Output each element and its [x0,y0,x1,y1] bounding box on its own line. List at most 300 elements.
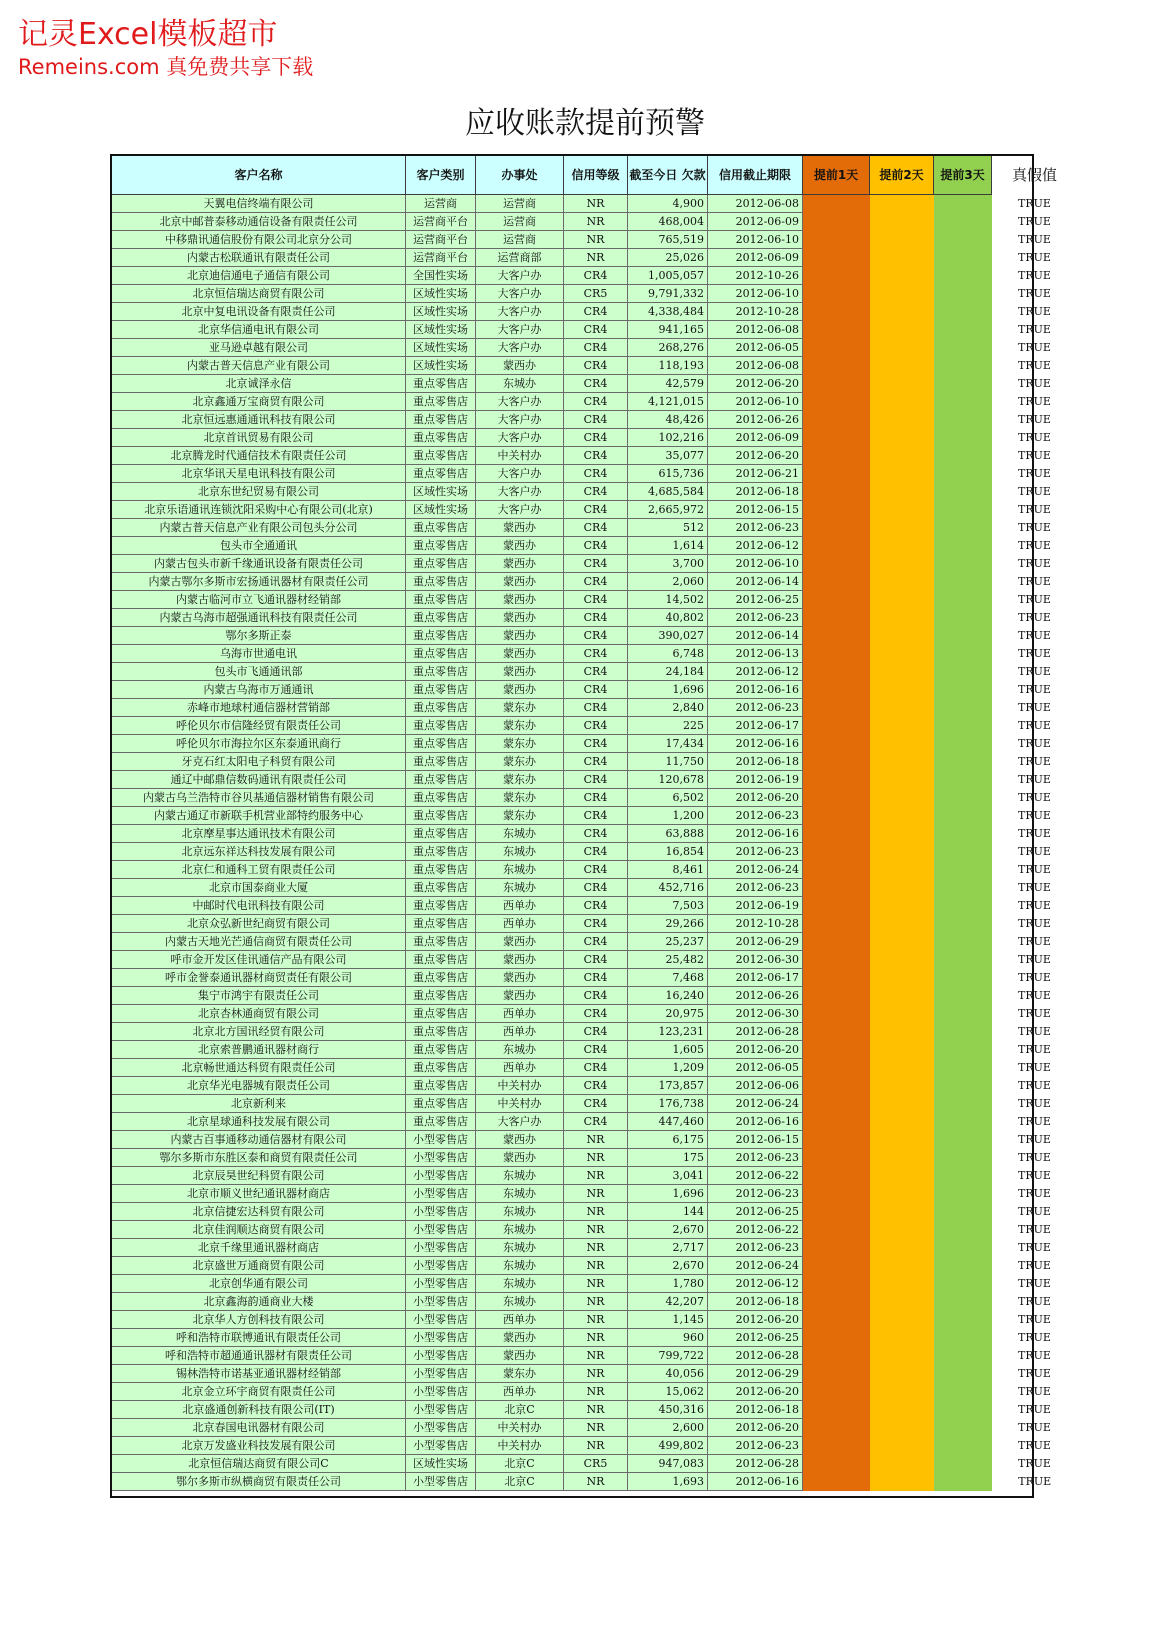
cell-early-1[interactable] [803,1275,870,1293]
cell-customer-name[interactable]: 北京摩星事达通讯技术有限公司 [112,825,406,843]
cell-truth-value[interactable]: TRUE [992,1365,1068,1383]
cell-customer-name[interactable]: 鄂尔多斯市东胜区泰和商贸有限责任公司 [112,1149,406,1167]
cell-truth-value[interactable]: TRUE [992,825,1068,843]
cell-credit-level[interactable]: CR5 [564,1455,628,1473]
cell-customer-name[interactable]: 北京春国电讯器材有限公司 [112,1419,406,1437]
cell-customer-name[interactable]: 呼和浩特市超通通讯器材有限责任公司 [112,1347,406,1365]
cell-truth-value[interactable]: TRUE [992,411,1068,429]
cell-early-2[interactable] [870,375,934,393]
cell-early-2[interactable] [870,519,934,537]
cell-truth-value[interactable]: TRUE [992,519,1068,537]
cell-truth-value[interactable]: TRUE [992,285,1068,303]
cell-amount[interactable]: 2,670 [628,1221,708,1239]
cell-early-3[interactable] [934,663,992,681]
cell-truth-value[interactable]: TRUE [992,1221,1068,1239]
cell-deadline[interactable]: 2012-06-23 [708,1149,803,1167]
cell-office[interactable]: 蒙西办 [476,609,564,627]
cell-office[interactable]: 运营商部 [476,249,564,267]
cell-office[interactable]: 蒙东办 [476,771,564,789]
cell-early-3[interactable] [934,1131,992,1149]
cell-early-3[interactable] [934,483,992,501]
cell-truth-value[interactable]: TRUE [992,645,1068,663]
cell-amount[interactable]: 4,121,015 [628,393,708,411]
cell-early-3[interactable] [934,681,992,699]
cell-early-3[interactable] [934,195,992,213]
cell-deadline[interactable]: 2012-06-12 [708,537,803,555]
cell-truth-value[interactable]: TRUE [992,897,1068,915]
cell-early-2[interactable] [870,1023,934,1041]
cell-customer-type[interactable]: 重点零售店 [406,447,476,465]
cell-truth-value[interactable]: TRUE [992,663,1068,681]
cell-early-3[interactable] [934,1473,992,1491]
cell-early-2[interactable] [870,753,934,771]
cell-truth-value[interactable]: TRUE [992,213,1068,231]
cell-amount[interactable]: 24,184 [628,663,708,681]
cell-early-2[interactable] [870,717,934,735]
cell-early-2[interactable] [870,537,934,555]
cell-truth-value[interactable]: TRUE [992,1167,1068,1185]
cell-deadline[interactable]: 2012-06-15 [708,501,803,519]
cell-amount[interactable]: 102,216 [628,429,708,447]
cell-office[interactable]: 中关村办 [476,1419,564,1437]
cell-office[interactable]: 运营商 [476,195,564,213]
cell-early-3[interactable] [934,411,992,429]
cell-amount[interactable]: 3,041 [628,1167,708,1185]
cell-customer-name[interactable]: 包头市飞通通讯部 [112,663,406,681]
cell-early-1[interactable] [803,1419,870,1437]
cell-customer-name[interactable]: 天翼电信终端有限公司 [112,195,406,213]
cell-customer-type[interactable]: 运营商平台 [406,249,476,267]
cell-early-1[interactable] [803,609,870,627]
cell-early-1[interactable] [803,825,870,843]
cell-office[interactable]: 东城办 [476,1185,564,1203]
cell-credit-level[interactable]: NR [564,1383,628,1401]
cell-truth-value[interactable]: TRUE [992,483,1068,501]
cell-customer-type[interactable]: 重点零售店 [406,915,476,933]
cell-early-2[interactable] [870,969,934,987]
cell-truth-value[interactable]: TRUE [992,1185,1068,1203]
cell-early-2[interactable] [870,1149,934,1167]
cell-customer-name[interactable]: 北京万发盛业科技发展有限公司 [112,1437,406,1455]
col-header-amount[interactable]: 截至今日 欠款 [628,156,708,195]
cell-customer-name[interactable]: 北京金立环宇商贸有限责任公司 [112,1383,406,1401]
cell-truth-value[interactable]: TRUE [992,861,1068,879]
cell-truth-value[interactable]: TRUE [992,573,1068,591]
cell-credit-level[interactable]: CR4 [564,573,628,591]
cell-early-1[interactable] [803,1455,870,1473]
cell-deadline[interactable]: 2012-06-18 [708,1293,803,1311]
cell-credit-level[interactable]: CR4 [564,915,628,933]
cell-early-2[interactable] [870,1221,934,1239]
cell-early-2[interactable] [870,627,934,645]
cell-customer-type[interactable]: 运营商平台 [406,213,476,231]
cell-deadline[interactable]: 2012-06-30 [708,951,803,969]
col-header-early-1[interactable]: 提前1天 [803,156,870,195]
cell-amount[interactable]: 123,231 [628,1023,708,1041]
cell-early-1[interactable] [803,357,870,375]
cell-early-2[interactable] [870,645,934,663]
cell-early-2[interactable] [870,249,934,267]
cell-customer-type[interactable]: 重点零售店 [406,771,476,789]
cell-customer-type[interactable]: 重点零售店 [406,987,476,1005]
cell-early-3[interactable] [934,1059,992,1077]
cell-early-2[interactable] [870,843,934,861]
cell-amount[interactable]: 947,083 [628,1455,708,1473]
cell-amount[interactable]: 3,700 [628,555,708,573]
cell-amount[interactable]: 960 [628,1329,708,1347]
col-header-name[interactable]: 客户名称 [112,156,406,195]
cell-office[interactable]: 蒙西办 [476,627,564,645]
cell-amount[interactable]: 40,802 [628,609,708,627]
cell-customer-type[interactable]: 重点零售店 [406,627,476,645]
cell-office[interactable]: 蒙西办 [476,537,564,555]
cell-deadline[interactable]: 2012-06-17 [708,717,803,735]
cell-credit-level[interactable]: CR4 [564,1095,628,1113]
cell-early-1[interactable] [803,1347,870,1365]
cell-early-2[interactable] [870,1311,934,1329]
cell-customer-type[interactable]: 重点零售店 [406,897,476,915]
cell-truth-value[interactable]: TRUE [992,1329,1068,1347]
cell-credit-level[interactable]: CR4 [564,717,628,735]
cell-early-1[interactable] [803,303,870,321]
cell-office[interactable]: 大客户办 [476,285,564,303]
cell-deadline[interactable]: 2012-06-25 [708,1329,803,1347]
cell-customer-type[interactable]: 小型零售店 [406,1473,476,1491]
cell-credit-level[interactable]: CR4 [564,663,628,681]
cell-truth-value[interactable]: TRUE [992,717,1068,735]
cell-customer-name[interactable]: 包头市全通通讯 [112,537,406,555]
cell-customer-type[interactable]: 重点零售店 [406,375,476,393]
cell-early-3[interactable] [934,213,992,231]
cell-office[interactable]: 蒙西办 [476,951,564,969]
cell-amount[interactable]: 17,434 [628,735,708,753]
cell-credit-level[interactable]: CR4 [564,933,628,951]
cell-amount[interactable]: 1,200 [628,807,708,825]
col-header-early-2[interactable]: 提前2天 [870,156,934,195]
cell-office[interactable]: 蒙西办 [476,933,564,951]
cell-credit-level[interactable]: NR [564,1275,628,1293]
cell-truth-value[interactable]: TRUE [992,735,1068,753]
cell-truth-value[interactable]: TRUE [992,1257,1068,1275]
cell-early-2[interactable] [870,501,934,519]
cell-early-2[interactable] [870,825,934,843]
cell-office[interactable]: 西单办 [476,1023,564,1041]
cell-credit-level[interactable]: CR4 [564,465,628,483]
cell-early-3[interactable] [934,1347,992,1365]
cell-truth-value[interactable]: TRUE [992,429,1068,447]
cell-amount[interactable]: 765,519 [628,231,708,249]
cell-early-1[interactable] [803,1059,870,1077]
cell-customer-type[interactable]: 重点零售店 [406,537,476,555]
cell-early-3[interactable] [934,1023,992,1041]
cell-customer-name[interactable]: 北京盛世万通商贸有限公司 [112,1257,406,1275]
cell-early-1[interactable] [803,1023,870,1041]
cell-credit-level[interactable]: CR4 [564,825,628,843]
cell-truth-value[interactable]: TRUE [992,1131,1068,1149]
cell-early-2[interactable] [870,861,934,879]
cell-early-1[interactable] [803,969,870,987]
cell-office[interactable]: 蒙东办 [476,807,564,825]
cell-amount[interactable]: 1,605 [628,1041,708,1059]
cell-deadline[interactable]: 2012-06-26 [708,411,803,429]
cell-deadline[interactable]: 2012-06-23 [708,699,803,717]
cell-office[interactable]: 北京C [476,1455,564,1473]
cell-deadline[interactable]: 2012-06-23 [708,843,803,861]
cell-truth-value[interactable]: TRUE [992,951,1068,969]
cell-amount[interactable]: 1,005,057 [628,267,708,285]
cell-early-1[interactable] [803,483,870,501]
cell-amount[interactable]: 29,266 [628,915,708,933]
cell-deadline[interactable]: 2012-10-26 [708,267,803,285]
cell-customer-name[interactable]: 北京乐语通讯连锁沈阳采购中心有限公司(北京) [112,501,406,519]
cell-deadline[interactable]: 2012-06-23 [708,1437,803,1455]
cell-office[interactable]: 蒙西办 [476,591,564,609]
cell-early-1[interactable] [803,681,870,699]
cell-office[interactable]: 蒙西办 [476,987,564,1005]
cell-customer-type[interactable]: 重点零售店 [406,879,476,897]
cell-customer-name[interactable]: 北京星球通科技发展有限公司 [112,1113,406,1131]
cell-deadline[interactable]: 2012-06-20 [708,447,803,465]
cell-customer-name[interactable]: 呼伦贝尔市信隆经贸有限责任公司 [112,717,406,735]
cell-early-2[interactable] [870,447,934,465]
cell-customer-type[interactable]: 小型零售店 [406,1401,476,1419]
cell-deadline[interactable]: 2012-06-29 [708,1365,803,1383]
cell-deadline[interactable]: 2012-06-20 [708,1419,803,1437]
cell-early-3[interactable] [934,771,992,789]
cell-office[interactable]: 蒙东办 [476,735,564,753]
cell-customer-name[interactable]: 北京首讯贸易有限公司 [112,429,406,447]
cell-amount[interactable]: 447,460 [628,1113,708,1131]
cell-early-3[interactable] [934,753,992,771]
cell-customer-type[interactable]: 重点零售店 [406,933,476,951]
cell-early-1[interactable] [803,717,870,735]
cell-office[interactable]: 运营商 [476,231,564,249]
cell-deadline[interactable]: 2012-06-08 [708,321,803,339]
cell-deadline[interactable]: 2012-06-20 [708,1311,803,1329]
cell-office[interactable]: 运营商 [476,213,564,231]
cell-customer-type[interactable]: 小型零售店 [406,1275,476,1293]
cell-early-1[interactable] [803,1383,870,1401]
cell-early-3[interactable] [934,1257,992,1275]
cell-early-2[interactable] [870,951,934,969]
cell-office[interactable]: 大客户办 [476,483,564,501]
cell-truth-value[interactable]: TRUE [992,699,1068,717]
cell-early-1[interactable] [803,897,870,915]
cell-credit-level[interactable]: CR4 [564,951,628,969]
cell-customer-type[interactable]: 重点零售店 [406,951,476,969]
cell-deadline[interactable]: 2012-06-25 [708,1203,803,1221]
cell-early-3[interactable] [934,1041,992,1059]
cell-early-1[interactable] [803,1293,870,1311]
cell-early-3[interactable] [934,789,992,807]
cell-early-1[interactable] [803,1113,870,1131]
cell-deadline[interactable]: 2012-06-26 [708,987,803,1005]
cell-office[interactable]: 大客户办 [476,1113,564,1131]
cell-office[interactable]: 西单办 [476,1059,564,1077]
cell-office[interactable]: 西单办 [476,1311,564,1329]
cell-deadline[interactable]: 2012-06-17 [708,969,803,987]
cell-customer-type[interactable]: 重点零售店 [406,1005,476,1023]
cell-office[interactable]: 东城办 [476,1257,564,1275]
cell-early-3[interactable] [934,501,992,519]
cell-early-2[interactable] [870,1185,934,1203]
col-header-deadline[interactable]: 信用截止期限 [708,156,803,195]
cell-customer-name[interactable]: 北京恒信瑞达商贸有限公司 [112,285,406,303]
cell-customer-type[interactable]: 区域性实场 [406,483,476,501]
cell-customer-name[interactable]: 北京佳润顺达商贸有限公司 [112,1221,406,1239]
cell-office[interactable]: 大客户办 [476,339,564,357]
cell-credit-level[interactable]: NR [564,1149,628,1167]
cell-early-1[interactable] [803,771,870,789]
cell-early-3[interactable] [934,1311,992,1329]
cell-early-2[interactable] [870,465,934,483]
cell-customer-type[interactable]: 小型零售店 [406,1185,476,1203]
cell-office[interactable]: 东城办 [476,1221,564,1239]
cell-deadline[interactable]: 2012-06-13 [708,645,803,663]
cell-customer-name[interactable]: 北京华讯天星电讯科技有限公司 [112,465,406,483]
cell-early-2[interactable] [870,339,934,357]
cell-early-1[interactable] [803,213,870,231]
cell-credit-level[interactable]: CR4 [564,789,628,807]
cell-truth-value[interactable]: TRUE [992,789,1068,807]
cell-truth-value[interactable]: TRUE [992,1311,1068,1329]
cell-credit-level[interactable]: CR4 [564,321,628,339]
cell-early-1[interactable] [803,699,870,717]
cell-early-2[interactable] [870,1059,934,1077]
cell-early-1[interactable] [803,591,870,609]
cell-office[interactable]: 中关村办 [476,1437,564,1455]
cell-credit-level[interactable]: CR4 [564,1005,628,1023]
cell-early-3[interactable] [934,807,992,825]
cell-credit-level[interactable]: NR [564,1203,628,1221]
cell-early-3[interactable] [934,825,992,843]
cell-credit-level[interactable]: NR [564,249,628,267]
cell-truth-value[interactable]: TRUE [992,447,1068,465]
cell-truth-value[interactable]: TRUE [992,1473,1068,1491]
cell-credit-level[interactable]: CR4 [564,627,628,645]
cell-early-3[interactable] [934,285,992,303]
cell-customer-name[interactable]: 北京市国泰商业大厦 [112,879,406,897]
cell-truth-value[interactable]: TRUE [992,879,1068,897]
cell-customer-name[interactable]: 内蒙古乌海市超强通讯科技有限责任公司 [112,609,406,627]
cell-early-2[interactable] [870,897,934,915]
cell-customer-name[interactable]: 北京索普鹏通讯器材商行 [112,1041,406,1059]
cell-office[interactable]: 蒙东办 [476,699,564,717]
cell-amount[interactable]: 6,748 [628,645,708,663]
cell-amount[interactable]: 2,717 [628,1239,708,1257]
cell-truth-value[interactable]: TRUE [992,591,1068,609]
cell-early-3[interactable] [934,375,992,393]
cell-truth-value[interactable]: TRUE [992,1113,1068,1131]
cell-deadline[interactable]: 2012-06-16 [708,1113,803,1131]
cell-early-1[interactable] [803,393,870,411]
cell-early-3[interactable] [934,1437,992,1455]
cell-customer-type[interactable]: 重点零售店 [406,1059,476,1077]
cell-early-1[interactable] [803,1239,870,1257]
cell-early-1[interactable] [803,429,870,447]
cell-credit-level[interactable]: NR [564,1437,628,1455]
cell-credit-level[interactable]: CR4 [564,681,628,699]
cell-credit-level[interactable]: CR4 [564,303,628,321]
cell-credit-level[interactable]: CR4 [564,987,628,1005]
cell-customer-name[interactable]: 北京华光电器城有限责任公司 [112,1077,406,1095]
cell-customer-type[interactable]: 全国性实场 [406,267,476,285]
cell-customer-type[interactable]: 重点零售店 [406,681,476,699]
cell-office[interactable]: 中关村办 [476,1077,564,1095]
cell-deadline[interactable]: 2012-06-28 [708,1347,803,1365]
cell-amount[interactable]: 7,468 [628,969,708,987]
cell-early-2[interactable] [870,789,934,807]
cell-truth-value[interactable]: TRUE [992,555,1068,573]
cell-early-2[interactable] [870,195,934,213]
cell-amount[interactable]: 2,060 [628,573,708,591]
cell-early-1[interactable] [803,1077,870,1095]
cell-amount[interactable]: 25,026 [628,249,708,267]
cell-early-3[interactable] [934,1293,992,1311]
cell-customer-name[interactable]: 北京鑫通万宝商贸有限公司 [112,393,406,411]
cell-early-1[interactable] [803,321,870,339]
cell-early-2[interactable] [870,1005,934,1023]
cell-truth-value[interactable]: TRUE [992,1239,1068,1257]
cell-early-3[interactable] [934,969,992,987]
cell-early-2[interactable] [870,807,934,825]
cell-credit-level[interactable]: CR4 [564,645,628,663]
cell-early-3[interactable] [934,1401,992,1419]
cell-credit-level[interactable]: CR4 [564,537,628,555]
cell-early-1[interactable] [803,285,870,303]
cell-early-1[interactable] [803,861,870,879]
cell-amount[interactable]: 8,461 [628,861,708,879]
cell-customer-name[interactable]: 呼和浩特市联博通讯有限责任公司 [112,1329,406,1347]
cell-amount[interactable]: 1,614 [628,537,708,555]
cell-truth-value[interactable]: TRUE [992,1023,1068,1041]
cell-early-2[interactable] [870,915,934,933]
cell-customer-type[interactable]: 区域性实场 [406,339,476,357]
cell-truth-value[interactable]: TRUE [992,1419,1068,1437]
cell-early-3[interactable] [934,1419,992,1437]
cell-early-2[interactable] [870,1401,934,1419]
cell-customer-name[interactable]: 锡林浩特市诺基亚通讯器材经销部 [112,1365,406,1383]
cell-amount[interactable]: 15,062 [628,1383,708,1401]
cell-early-2[interactable] [870,483,934,501]
cell-amount[interactable]: 1,209 [628,1059,708,1077]
cell-deadline[interactable]: 2012-06-23 [708,879,803,897]
cell-early-1[interactable] [803,1185,870,1203]
cell-customer-name[interactable]: 北京远东祥达科技发展有限公司 [112,843,406,861]
cell-early-3[interactable] [934,843,992,861]
cell-credit-level[interactable]: CR4 [564,609,628,627]
cell-customer-type[interactable]: 小型零售店 [406,1239,476,1257]
cell-customer-name[interactable]: 内蒙古普天信息产业有限公司 [112,357,406,375]
cell-office[interactable]: 蒙西办 [476,1329,564,1347]
col-header-truth[interactable]: 真假值 [992,156,1068,195]
cell-amount[interactable]: 20,975 [628,1005,708,1023]
cell-early-1[interactable] [803,501,870,519]
cell-deadline[interactable]: 2012-06-12 [708,1275,803,1293]
cell-deadline[interactable]: 2012-06-15 [708,1131,803,1149]
cell-truth-value[interactable]: TRUE [992,681,1068,699]
cell-truth-value[interactable]: TRUE [992,375,1068,393]
cell-truth-value[interactable]: TRUE [992,1275,1068,1293]
cell-deadline[interactable]: 2012-06-05 [708,1059,803,1077]
cell-deadline[interactable]: 2012-06-20 [708,1041,803,1059]
cell-early-1[interactable] [803,1149,870,1167]
cell-early-2[interactable] [870,1293,934,1311]
cell-customer-name[interactable]: 内蒙古通辽市新联手机营业部特约服务中心 [112,807,406,825]
cell-deadline[interactable]: 2012-06-10 [708,393,803,411]
cell-credit-level[interactable]: NR [564,213,628,231]
cell-truth-value[interactable]: TRUE [992,807,1068,825]
